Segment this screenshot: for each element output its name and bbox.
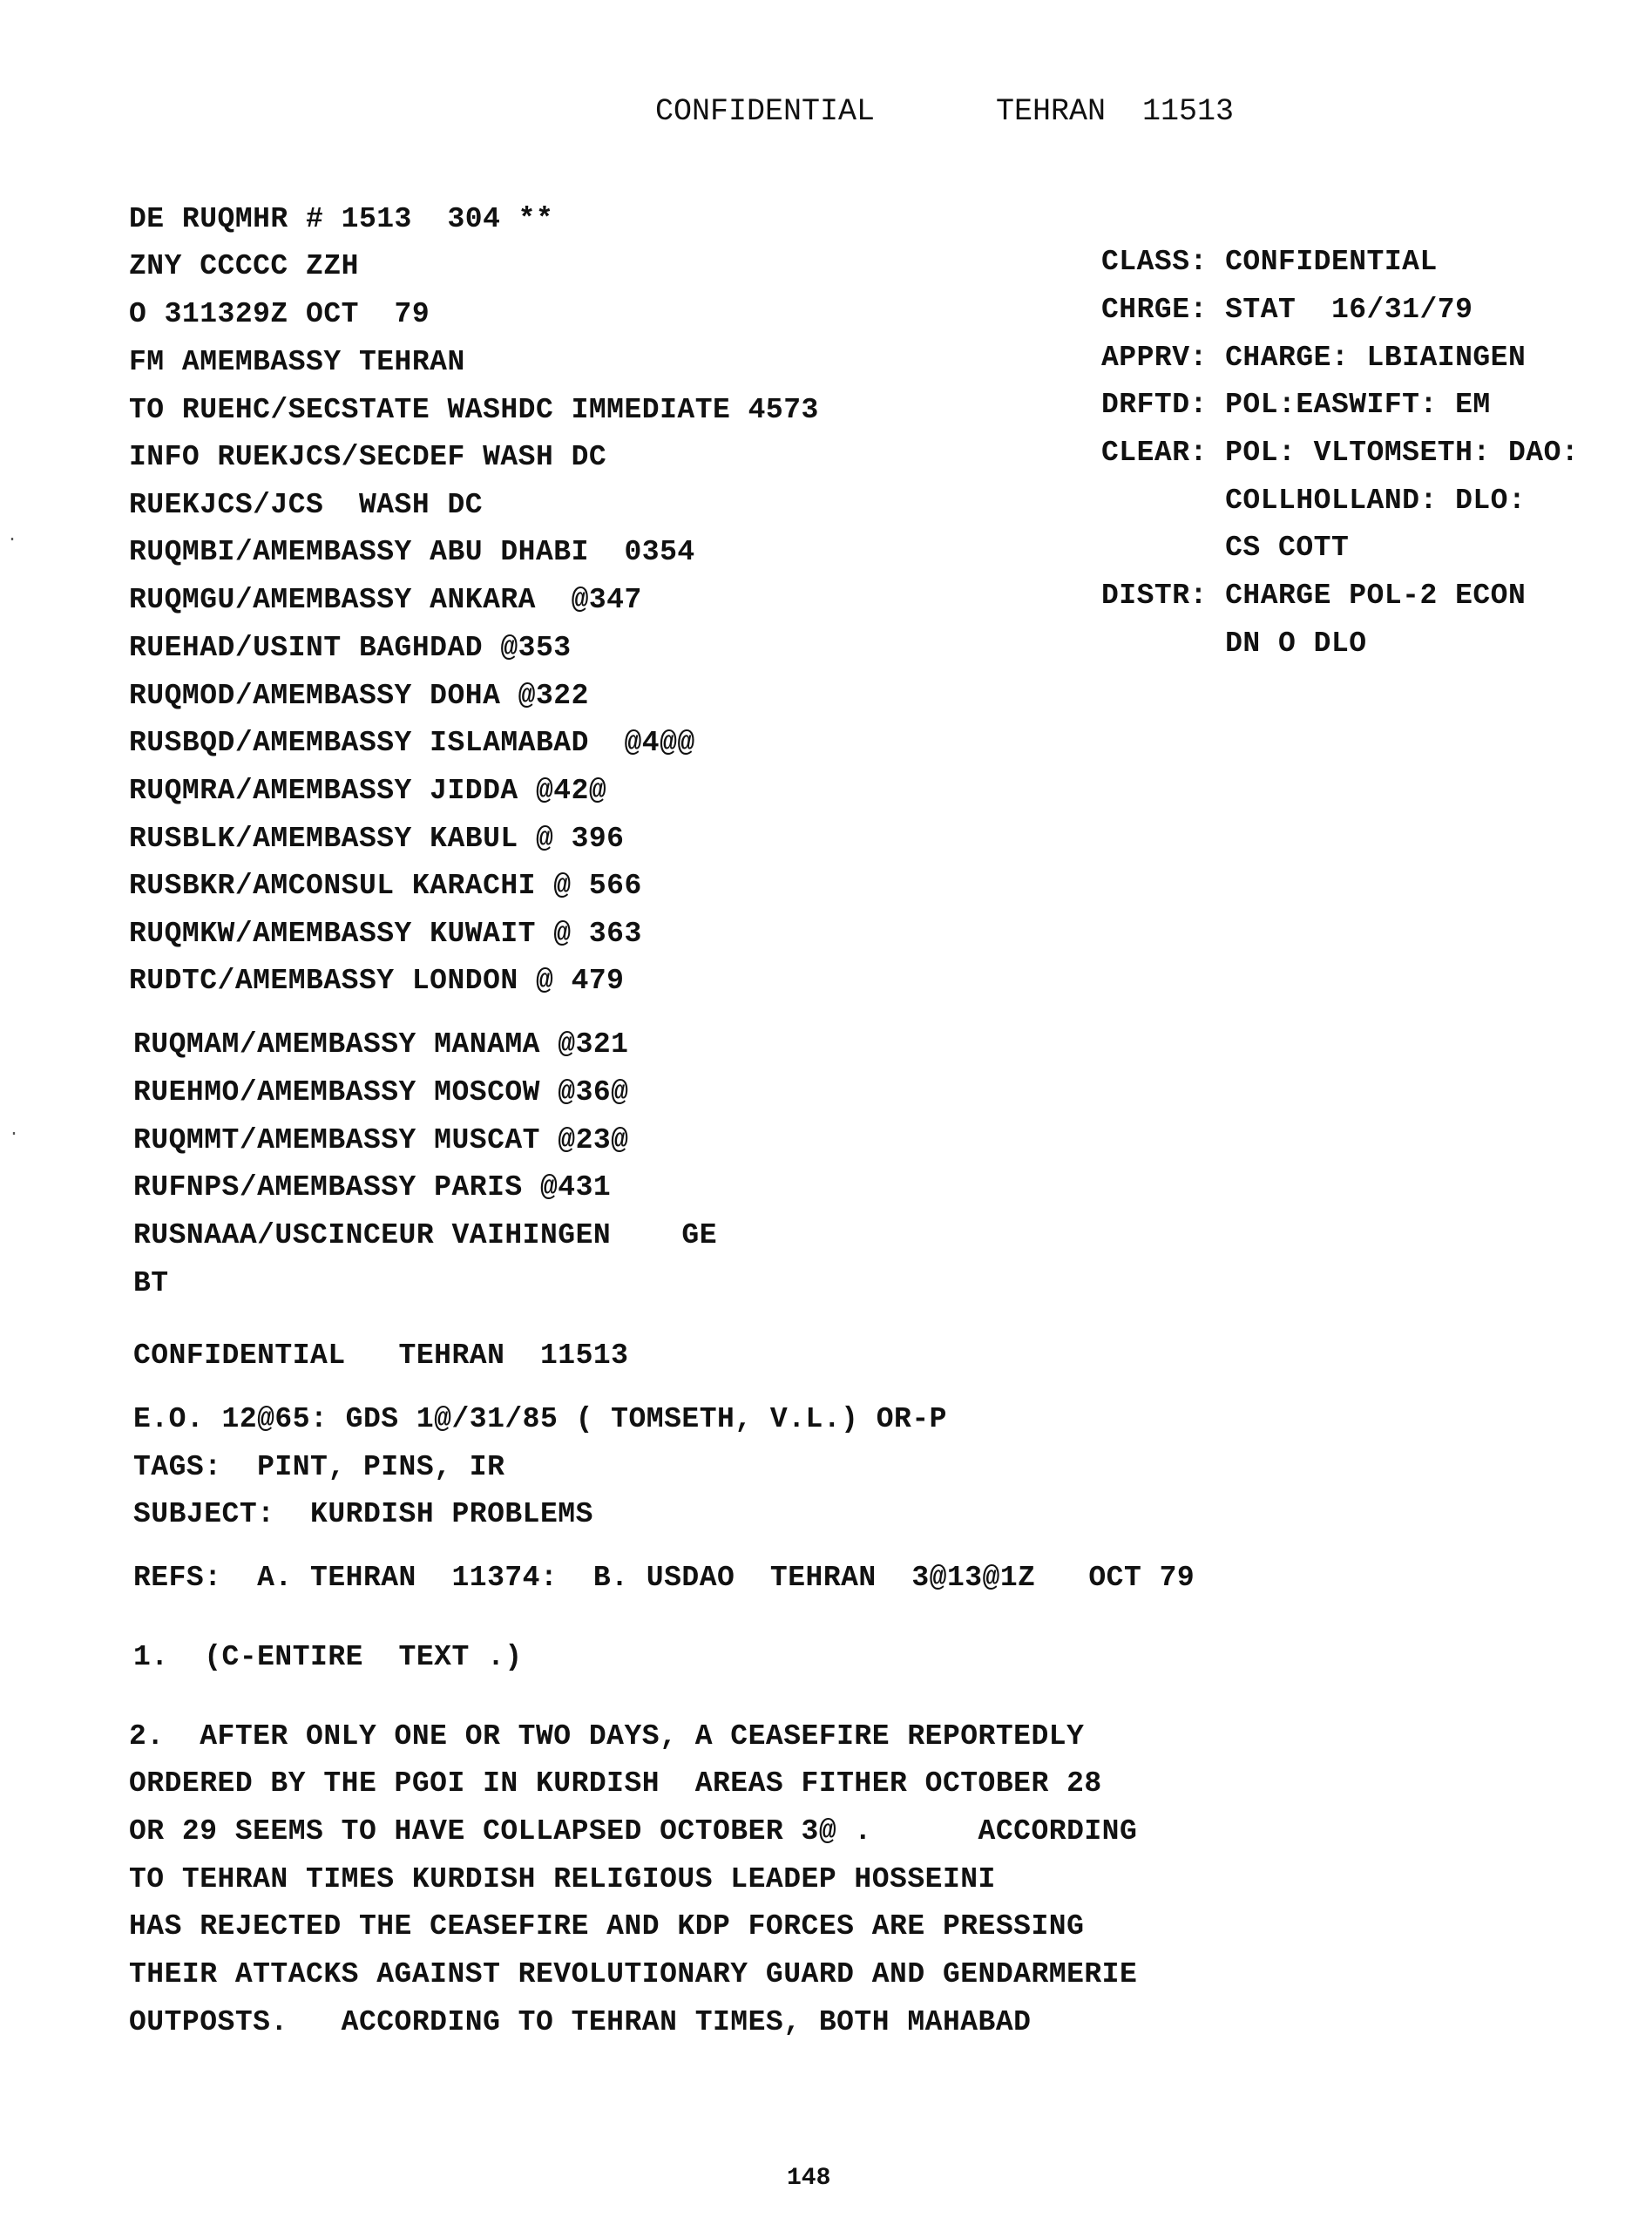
paragraph-1: 1. (C-ENTIRE TEXT .) [133, 1641, 523, 1673]
scan-mark: · [9, 1124, 20, 1144]
page-number: 148 [787, 2165, 831, 2192]
sidebar-line: CHRGE: STAT 16/31/79 [1101, 294, 1473, 326]
sidebar-line: DRFTD: POL:EASWIFT: EM [1101, 389, 1491, 421]
routing-line: RUSBKR/AMCONSUL KARACHI @ 566 [129, 870, 642, 902]
paragraph-2-line: TO TEHRAN TIMES KURDISH RELIGIOUS LEADEP HOSSEINI [129, 1863, 996, 1895]
header-classification: CONFIDENTIAL [655, 94, 876, 129]
scan-mark: · [7, 530, 18, 550]
sidebar-line: CLASS: CONFIDENTIAL [1101, 246, 1438, 278]
routing-line: RUQMGU/AMEMBASSY ANKARA @347 [129, 584, 642, 616]
routing-line: RUEHMO/AMEMBASSY MOSCOW @36@ [133, 1076, 629, 1109]
routing-line: FM AMEMBASSY TEHRAN [129, 346, 465, 378]
routing-line: RUQMOD/AMEMBASSY DOHA @322 [129, 680, 589, 712]
paragraph-2-line: HAS REJECTED THE CEASEFIRE AND KDP FORCES ARE PRESSING [129, 1910, 1085, 1943]
paragraph-2-line: 2. AFTER ONLY ONE OR TWO DAYS, A CEASEFIRE REPORTEDLY [129, 1720, 1085, 1753]
sidebar-line: COLLHOLLAND: DLO: [1101, 485, 1527, 517]
routing-line: INFO RUEKJCS/SECDEF WASH DC [129, 441, 607, 473]
routing-line: RUSNAAA/USCINCEUR VAIHINGEN GE [133, 1219, 718, 1251]
sidebar-line: CS COTT [1101, 532, 1350, 564]
sidebar-line: CLEAR: POL: VLTOMSETH: DAO: [1101, 437, 1580, 469]
routing-line: TO RUEHC/SECSTATE WASHDC IMMEDIATE 4573 [129, 394, 819, 426]
routing-line: BT [133, 1267, 169, 1299]
subject-line: SUBJECT: KURDISH PROBLEMS [133, 1498, 593, 1530]
sidebar-line: DN O DLO [1101, 627, 1367, 660]
header-cable-ref: TEHRAN 11513 [996, 94, 1235, 129]
routing-line: RUDTC/AMEMBASSY LONDON @ 479 [129, 965, 625, 997]
routing-line: RUEKJCS/JCS WASH DC [129, 489, 484, 521]
paragraph-2-line: OUTPOSTS. ACCORDING TO TEHRAN TIMES, BOTH MAHABAD [129, 2006, 1032, 2038]
body-classification: CONFIDENTIAL TEHRAN 11513 [133, 1339, 629, 1372]
sidebar-line: APPRV: CHARGE: LBIAINGEN [1101, 342, 1527, 374]
sidebar-line: DISTR: CHARGE POL-2 ECON [1101, 580, 1527, 612]
routing-line: DE RUQMHR # 1513 304 ** [129, 203, 554, 235]
routing-line: RUEHAD/USINT BAGHDAD @353 [129, 632, 572, 664]
routing-line: RUSBQD/AMEMBASSY ISLAMABAD @4@@ [129, 727, 695, 759]
routing-line: ZNY CCCCC ZZH [129, 250, 359, 282]
routing-line: RUQMAM/AMEMBASSY MANAMA @321 [133, 1028, 629, 1061]
paragraph-2-line: OR 29 SEEMS TO HAVE COLLAPSED OCTOBER 3@ . ACCORDING [129, 1815, 1138, 1848]
tags-line: TAGS: PINT, PINS, IR [133, 1451, 505, 1483]
paragraph-2-line: THEIR ATTACKS AGAINST REVOLUTIONARY GUARD AND GENDARMERIE [129, 1958, 1138, 1990]
routing-line: RUQMRA/AMEMBASSY JIDDA @42@ [129, 775, 607, 807]
refs-line: REFS: A. TEHRAN 11374: B. USDAO TEHRAN 3@13@1Z OCT 79 [133, 1562, 1195, 1594]
routing-line: RUQMMT/AMEMBASSY MUSCAT @23@ [133, 1124, 629, 1156]
paragraph-2-line: ORDERED BY THE PGOI IN KURDISH AREAS FITHER OCTOBER 28 [129, 1767, 1102, 1800]
eo-line: E.O. 12@65: GDS 1@/31/85 ( TOMSETH, V.L.) OR-P [133, 1403, 947, 1435]
routing-line: RUFNPS/AMEMBASSY PARIS @431 [133, 1171, 612, 1204]
routing-line: RUQMKW/AMEMBASSY KUWAIT @ 363 [129, 918, 642, 950]
routing-line: O 311329Z OCT 79 [129, 298, 430, 330]
routing-line: RUQMBI/AMEMBASSY ABU DHABI 0354 [129, 536, 695, 568]
routing-line: RUSBLK/AMEMBASSY KABUL @ 396 [129, 823, 625, 855]
